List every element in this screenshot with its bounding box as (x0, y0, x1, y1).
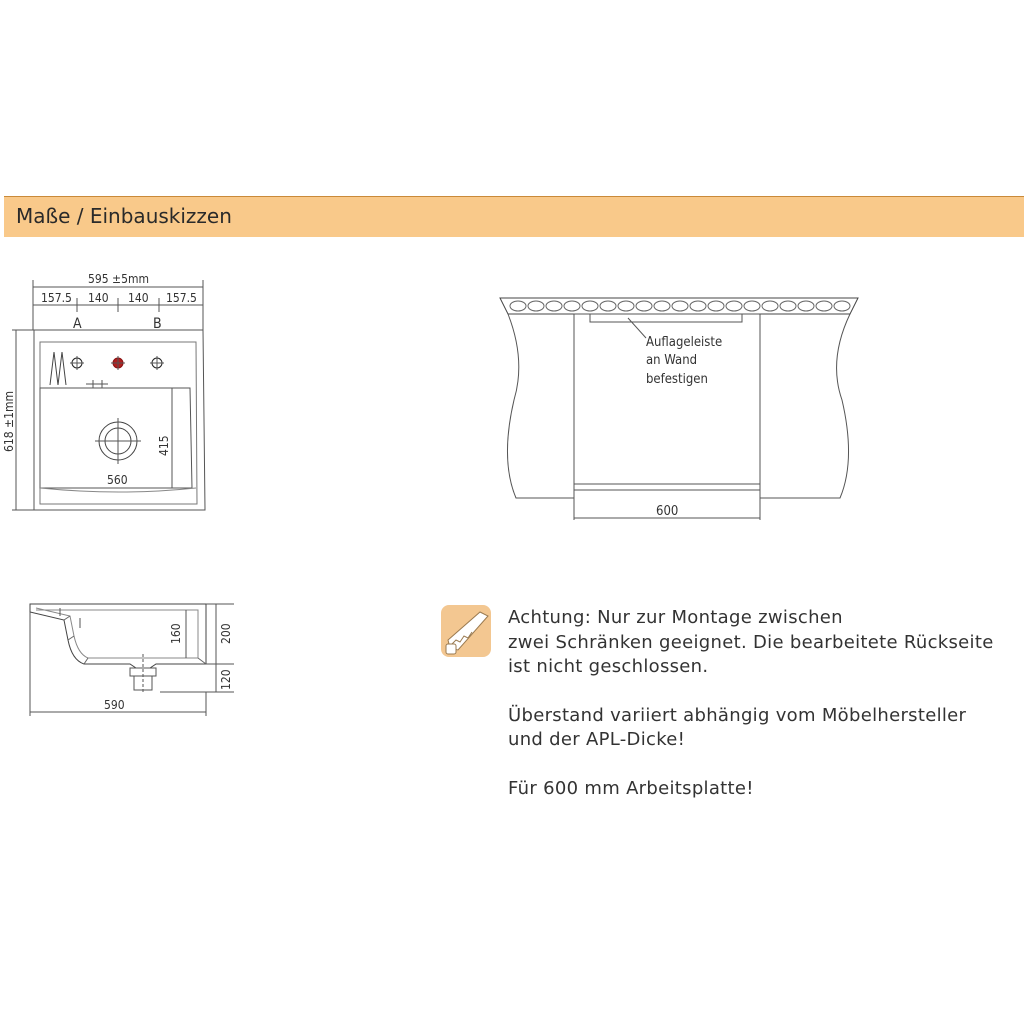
length-label: 590 (104, 698, 125, 712)
cabinet-gap-label: 600 (656, 504, 679, 519)
total-depth-label: 200 (219, 623, 233, 644)
hole-a-label: A (73, 316, 82, 332)
top-view-labels (2, 272, 197, 487)
inner-depth-label: 160 (169, 623, 183, 644)
support-label-line2: an Wand (646, 353, 698, 368)
note-1-line-2: zwei Schränken geeignet. Die bearbeitete Rückseite (508, 631, 994, 653)
hole-b-label: B (153, 316, 162, 332)
section-title: Maße / Einbauskizzen (16, 204, 232, 228)
installation-notes (508, 606, 1024, 825)
side-view-labels (104, 623, 233, 712)
basin-depth-label: 415 (157, 435, 171, 456)
installation-view-labels (646, 335, 722, 519)
note-3-line-1: Für 600 mm Arbeitsplatte! (508, 777, 754, 799)
side-view-drawing (30, 604, 234, 716)
support-label-line1: Auflageleiste (646, 335, 723, 350)
segment-1-label: 157.5 (41, 291, 72, 305)
segment-2-label: 140 (88, 291, 109, 305)
saw-icon (440, 604, 492, 658)
note-1-line-1: Achtung: Nur zur Montage zwischen (508, 607, 843, 628)
installation-view-drawing (500, 298, 858, 520)
height-label: 618 ±1mm (2, 391, 16, 452)
segment-4-label: 157.5 (166, 291, 197, 305)
note-paragraph-3 (508, 777, 1024, 802)
support-label-line3: befestigen (646, 372, 708, 387)
note-paragraph-1 (508, 606, 1024, 680)
segment-3-label: 140 (128, 291, 149, 305)
note-2-line-2: und der APL-Dicke! (508, 729, 686, 750)
drain-height-label: 120 (219, 669, 233, 690)
note-1-line-3: ist nicht geschlossen. (508, 656, 709, 677)
note-paragraph-2 (508, 704, 1024, 753)
note-2-line-1: Überstand variiert abhängig vom Möbelhersteller (508, 704, 967, 726)
overall-width-label: 595 ±5mm (88, 272, 149, 286)
basin-width-label: 560 (107, 473, 128, 487)
